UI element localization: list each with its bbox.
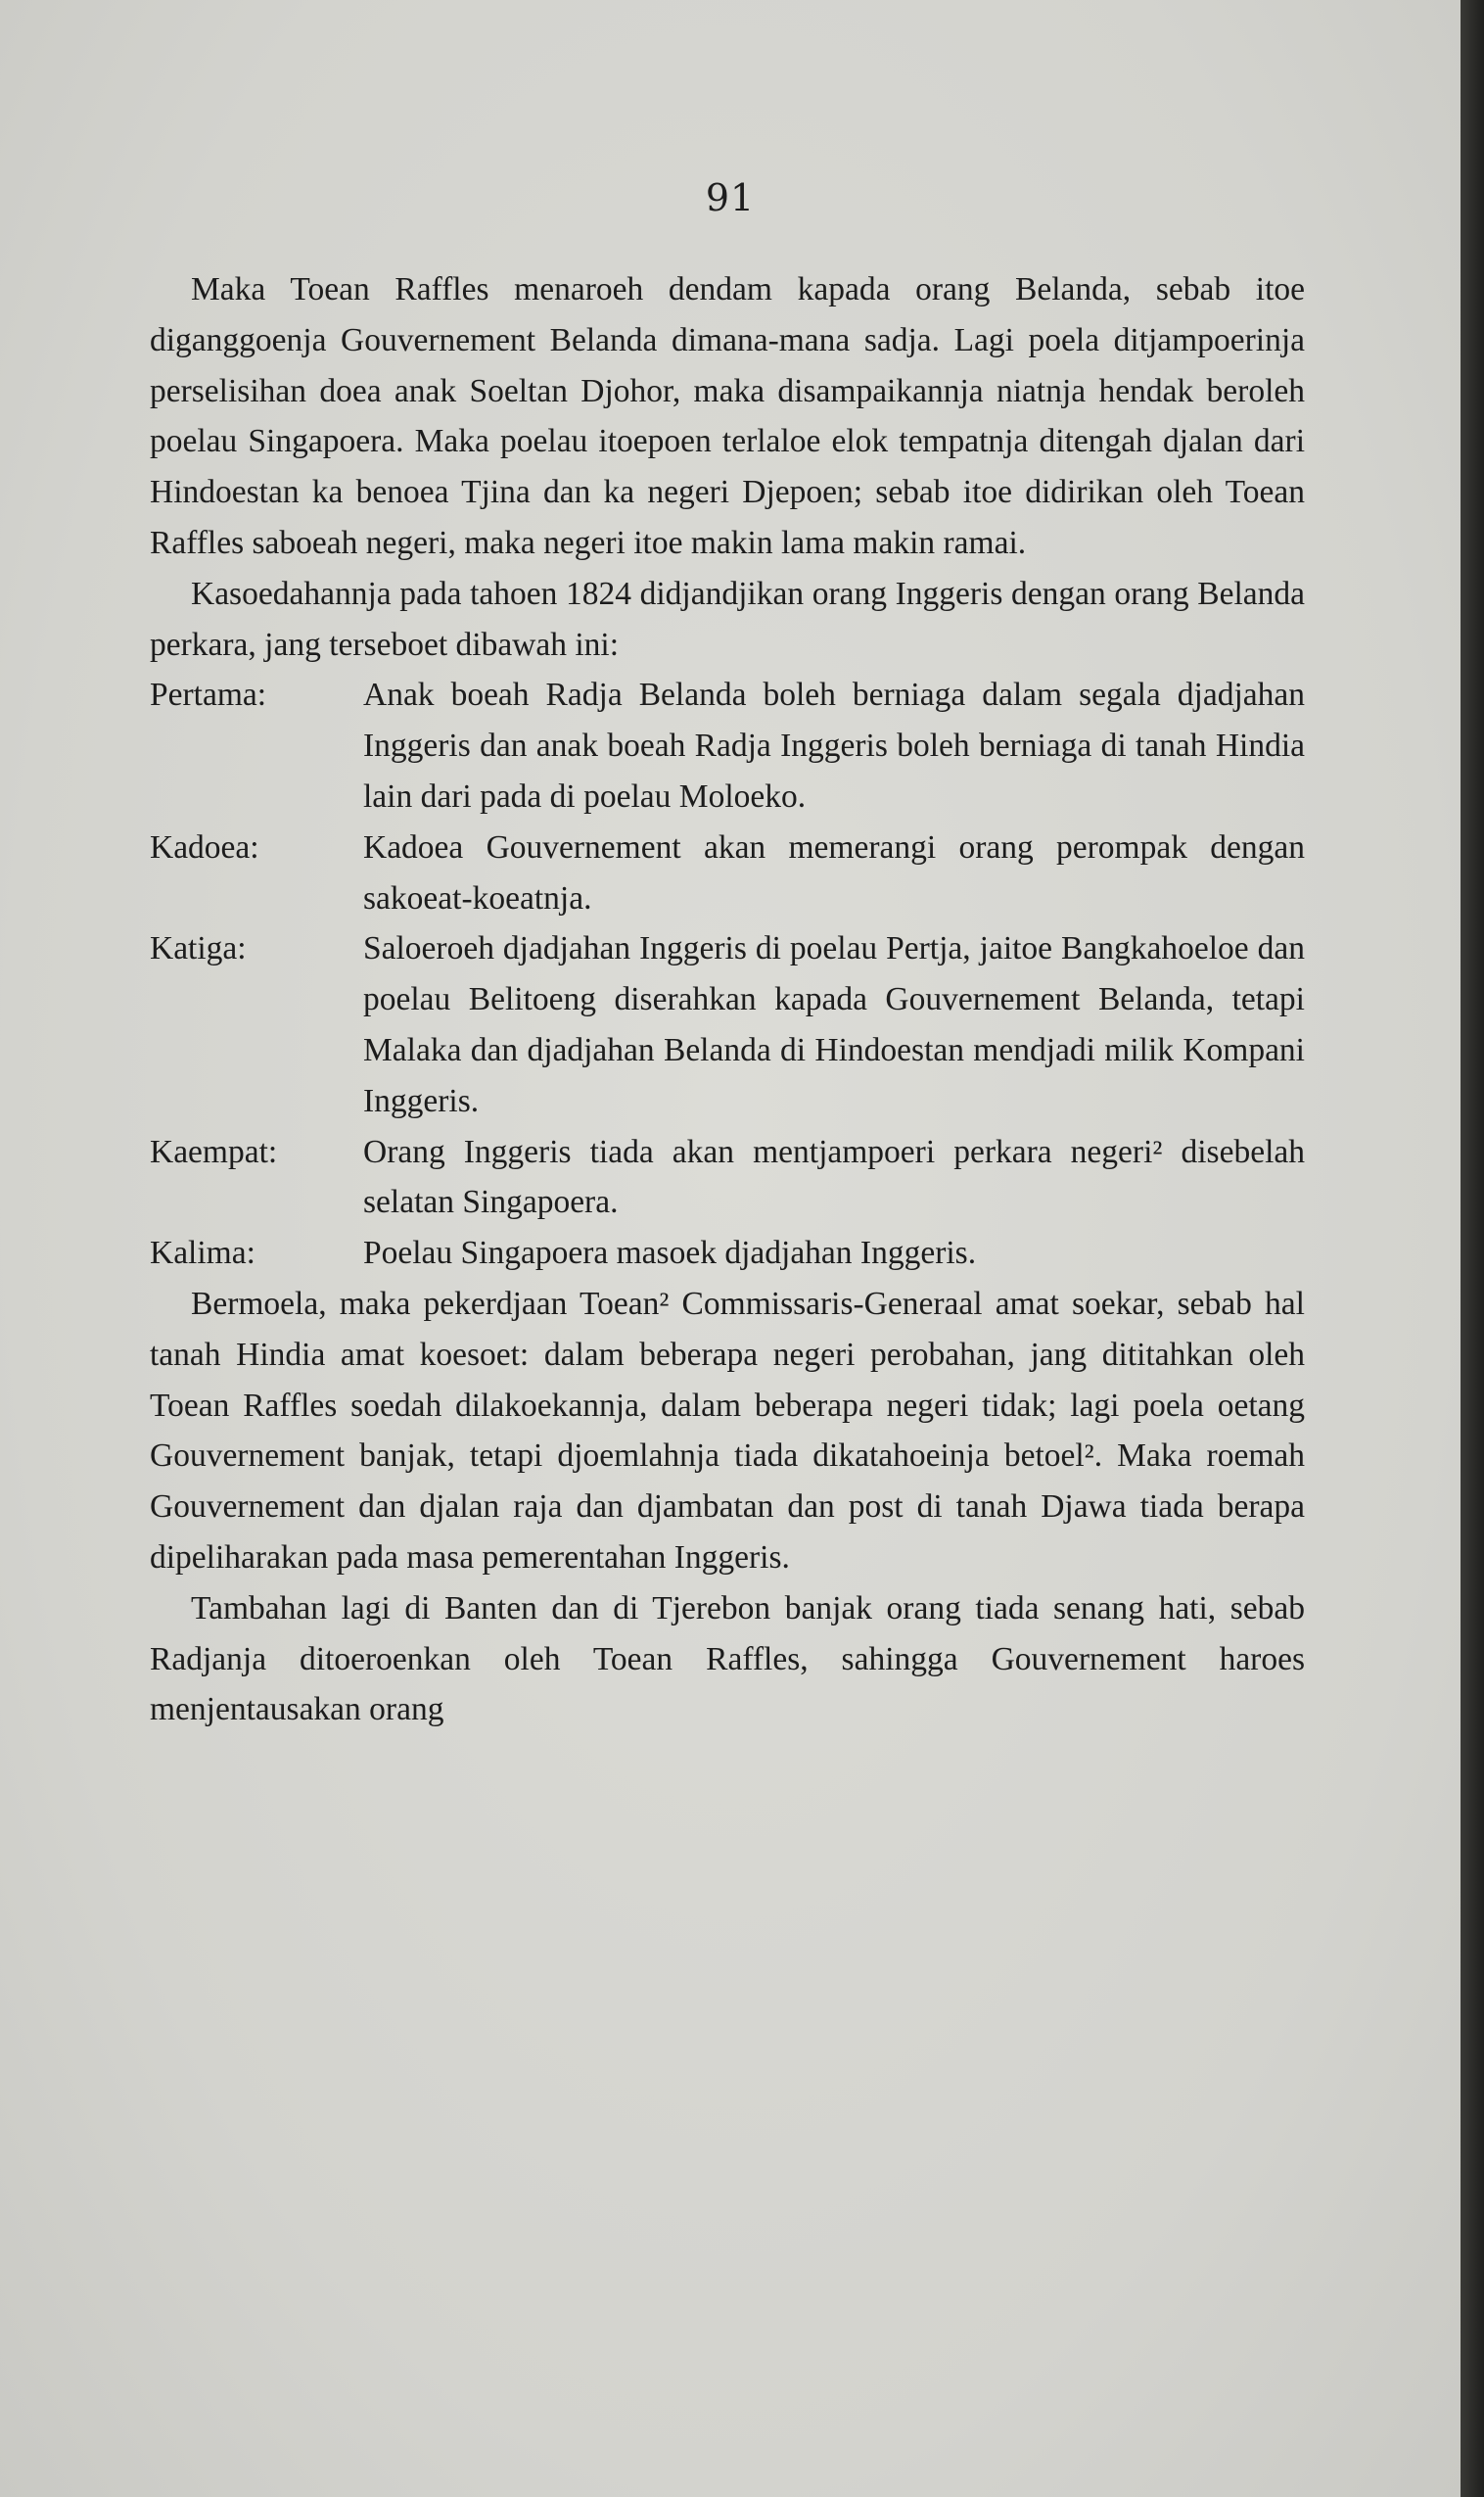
list-item (150, 1228, 1305, 1279)
numbered-list (150, 670, 1305, 1279)
list-item-text: Orang Inggeris tiada akan mentjampoeri perkara negeri² disebelah selatan Singapoera. (363, 1133, 1305, 1221)
list-item-label: Kalima: (150, 1235, 255, 1272)
list-item-label: Kadoea: (150, 828, 259, 866)
page-number: 91 (705, 176, 756, 219)
book-binding-edge (1461, 0, 1484, 2497)
list-item (150, 823, 1305, 924)
paragraph: Kasoedahannja pada tahoen 1824 didjandjikan orang Inggeris dengan orang Belanda perkara, jang terseboet dibawah ini: (150, 575, 1305, 663)
list-item-text: Poelau Singapoera masoek djadjahan Inggeris. (363, 1235, 977, 1272)
paragraph: Bermoela, maka pekerdjaan Toean² Commissaris-Generaal amat soekar, sebab hal tanah Hindia amat koesoet: dalam beberapa negeri perobahan, jang dititahkan oleh Toean Raffles soedah dilakoekannja, dalam beberapa negeri tidak; lagi poela oetang Gouvernement banjak, tetapi djoemlahnja tiada dikatahoeinja betoel². Maka roemah Gouvernement dan djalan raja dan djambatan dan post di tanah Djawa tiada berapa dipeliharakan pada masa pemerentahan Inggeris. (150, 1285, 1305, 1576)
list-item-label: Pertama: (150, 677, 267, 714)
list-item-text: Anak boeah Radja Belanda boleh berniaga dalam segala djadjahan Inggeris dan anak boeah Radja Inggeris boleh berniaga di tanah Hindia lain dari pada di poelau Moloeko. (363, 677, 1305, 815)
list-item-text: Kadoea Gouvernement akan memerangi orang perompak dengan sakoeat-koeatnja. (363, 828, 1305, 917)
list-item (150, 670, 1305, 822)
paragraph: Tambahan lagi di Banten dan di Tjerebon banjak orang tiada senang hati, sebab Radjanja ditoeroenkan oleh Toean Raffles, sahingga Gouvernement haroes menjentausakan orang (150, 1589, 1305, 1728)
page-text (150, 264, 1305, 1735)
paragraph: Maka Toean Raffles menaroeh dendam kapada orang Belanda, sebab itoe diganggoenja Gouvernement Belanda dimana-mana sadja. Lagi poela ditjampoerinja perselisihan doea anak Soeltan Djohor, maka disampaikannja niatnja hendak beroleh poelau Singapoera. Maka poelau itoepoen terlaloe elok tempatnja ditengah djalan dari Hindoestan ka benoea Tjina dan ka negeri Djepoen; sebab itoe didirikan oleh Toean Raffles saboeah negeri, maka negeri itoe makin lama makin ramai. (150, 271, 1305, 561)
list-item (150, 923, 1305, 1126)
list-item-label: Katiga: (150, 930, 247, 967)
list-item-label: Kaempat: (150, 1133, 278, 1170)
list-item-text: Saloeroeh djadjahan Inggeris di poelau Pertja, jaitoe Bangkahoeloe dan poelau Belitoeng diserahkan kapada Gouvernement Belanda, tetapi Malaka dan djadjahan Belanda di Hindoestan mendjadi milik Kompani Inggeris. (363, 930, 1305, 1119)
list-item (150, 1127, 1305, 1229)
